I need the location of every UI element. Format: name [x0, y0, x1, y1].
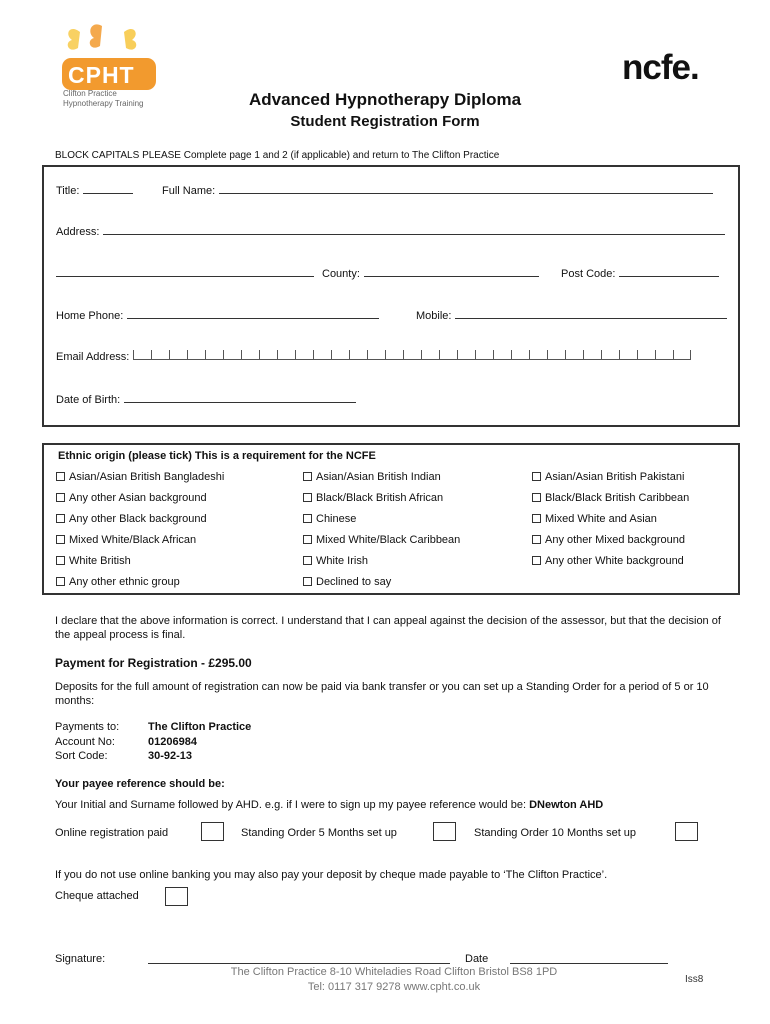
standing5-checkbox[interactable] [433, 822, 456, 841]
form-title: Advanced Hypnotherapy Diploma [248, 90, 522, 109]
logo-tagline-line2: Hypnotherapy Training [63, 99, 144, 108]
checkbox-icon[interactable] [56, 577, 65, 586]
form-subtitle: Student Registration Form [290, 113, 480, 130]
email-label: Email Address: [56, 351, 130, 363]
sortcode-value: 30-92-13 [148, 750, 193, 762]
title-line[interactable] [83, 183, 133, 194]
cheque-checkbox[interactable] [165, 887, 188, 906]
homephone-field[interactable] [56, 308, 379, 322]
account-value: 01206984 [148, 736, 197, 748]
checkbox-icon[interactable] [532, 535, 541, 544]
cheque-label: Cheque attached [55, 890, 139, 902]
sortcode-label: Sort Code: [55, 750, 108, 762]
checkbox-icon[interactable] [56, 514, 65, 523]
county-field[interactable] [322, 266, 539, 280]
address-field[interactable] [56, 224, 725, 238]
ethnic-option[interactable]: Asian/Asian British Pakistani [532, 471, 684, 483]
ethnic-option[interactable]: Mixed White/Black African [56, 534, 196, 546]
checkbox-icon[interactable] [303, 493, 312, 502]
ethnic-option[interactable]: Black/Black British Caribbean [532, 492, 689, 504]
fullname-label: Full Name: [162, 185, 216, 197]
ethnic-option[interactable]: Any other ethnic group [56, 576, 180, 588]
email-character-cells[interactable] [133, 350, 691, 363]
address-line-2[interactable] [56, 266, 314, 277]
online-paid-checkbox[interactable] [201, 822, 224, 841]
checkbox-icon[interactable] [303, 556, 312, 565]
address-line-1[interactable] [103, 224, 725, 235]
payments-to-label: Payments to: [55, 721, 120, 733]
homephone-label: Home Phone: [56, 310, 124, 322]
payments-to-value: The Clifton Practice [148, 721, 252, 733]
logo-text: CPHT [68, 62, 135, 88]
standing10-label: Standing Order 10 Months set up [474, 827, 637, 839]
dob-label: Date of Birth: [56, 394, 121, 406]
ethnic-option[interactable]: Declined to say [303, 576, 391, 588]
form-instruction: BLOCK CAPITALS PLEASE Complete page 1 and 2 (if applicable) and return to The Clifton Practice [55, 150, 500, 161]
issue-number: Iss8 [685, 974, 704, 985]
checkbox-icon[interactable] [532, 556, 541, 565]
checkbox-icon[interactable] [532, 472, 541, 481]
ethnic-option[interactable]: Any other Asian background [56, 492, 207, 504]
checkbox-icon[interactable] [303, 535, 312, 544]
ncfe-logo: ncfe. [622, 48, 699, 87]
online-paid-label: Online registration paid [55, 827, 169, 839]
title-field[interactable] [56, 183, 133, 197]
payee-text [55, 798, 603, 812]
signature-line[interactable] [148, 963, 450, 964]
logo-tagline-line1: Clifton Practice [63, 89, 117, 98]
ethnic-option[interactable]: Asian/Asian British Indian [303, 471, 441, 483]
ethnic-option[interactable]: Black/Black British African [303, 492, 443, 504]
account-label: Account No: [55, 736, 115, 748]
email-field[interactable] [56, 350, 691, 363]
county-label: County: [322, 268, 360, 280]
dob-field[interactable] [56, 392, 356, 406]
county-line[interactable] [364, 266, 539, 277]
payee-instruction: Your Initial and Surname followed by AHD. e.g. if I were to sign up my payee reference would be: [55, 799, 527, 811]
checkbox-icon[interactable] [303, 577, 312, 586]
footer-contact: Tel: 0117 317 9278 www.cpht.co.uk [307, 981, 481, 993]
title-label: Title: [56, 185, 80, 197]
ethnic-option[interactable]: White Irish [303, 555, 368, 567]
ethnic-option[interactable]: Any other Black background [56, 513, 207, 525]
ethnic-option[interactable]: Any other Mixed background [532, 534, 685, 546]
homephone-line[interactable] [127, 308, 379, 319]
standing5-label: Standing Order 5 Months set up [241, 827, 397, 839]
ethnic-option[interactable]: Mixed White and Asian [532, 513, 657, 525]
payment-description: Deposits for the full amount of registration can now be paid via bank transfer or you can set up a Standing Order for a period of 5 or 10 months: [55, 681, 709, 707]
ethnic-option[interactable]: Any other White background [532, 555, 684, 567]
checkbox-icon[interactable] [56, 556, 65, 565]
mobile-field[interactable] [416, 308, 727, 322]
signature-label: Signature: [55, 953, 106, 965]
date-label: Date [465, 953, 489, 965]
checkbox-icon[interactable] [56, 493, 65, 502]
payee-heading: Your payee reference should be: [55, 778, 225, 790]
postcode-field[interactable] [561, 266, 719, 280]
payment-heading: Payment for Registration - £295.00 [55, 656, 252, 670]
mobile-label: Mobile: [416, 310, 452, 322]
checkbox-icon[interactable] [532, 493, 541, 502]
footer-address: The Clifton Practice 8-10 Whiteladies Road Clifton Bristol BS8 1PD [230, 966, 558, 978]
cheque-text: If you do not use online banking you may also pay your deposit by cheque made payable to ‘The Clifton Practice’. [55, 869, 608, 881]
payee-example: DNewton AHD [529, 799, 604, 811]
postcode-line[interactable] [619, 266, 719, 277]
address-line-2-field[interactable] [56, 266, 314, 280]
dob-line[interactable] [124, 392, 356, 403]
ethnic-origin-box [42, 443, 740, 595]
mobile-line[interactable] [455, 308, 727, 319]
date-line[interactable] [510, 963, 668, 964]
checkbox-icon[interactable] [56, 535, 65, 544]
checkbox-icon[interactable] [303, 514, 312, 523]
declaration-text: I declare that the above information is correct. I understand that I can appeal against the decision of the assessor, but that the decision of the appeal process is final. [55, 615, 721, 641]
checkbox-icon[interactable] [56, 472, 65, 481]
ethnic-option[interactable]: White British [56, 555, 131, 567]
fullname-field[interactable] [162, 183, 713, 197]
postcode-label: Post Code: [561, 268, 616, 280]
checkbox-icon[interactable] [532, 514, 541, 523]
ethnic-option[interactable]: Mixed White/Black Caribbean [303, 534, 460, 546]
standing10-checkbox[interactable] [675, 822, 698, 841]
address-label: Address: [56, 226, 100, 238]
personal-details-box [42, 165, 740, 427]
ethnic-option[interactable]: Asian/Asian British Bangladeshi [56, 471, 224, 483]
ethnic-option[interactable]: Chinese [303, 513, 356, 525]
ethnic-heading: Ethnic origin (please tick) This is a requirement for the NCFE [58, 450, 376, 462]
checkbox-icon[interactable] [303, 472, 312, 481]
fullname-line[interactable] [219, 183, 713, 194]
